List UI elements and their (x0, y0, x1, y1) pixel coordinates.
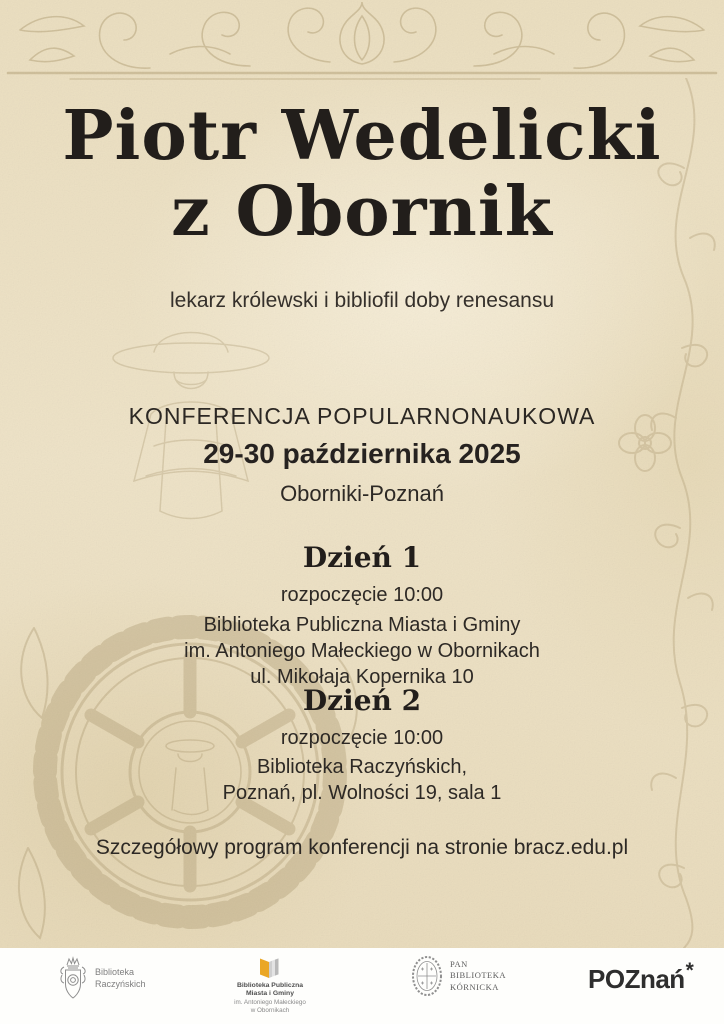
kornik-logo-text (450, 959, 506, 993)
day2-start-time: rozpoczęcie 10:00 (280, 727, 444, 749)
poster-title (0, 96, 724, 253)
oborniki-logo-line: Miasta i Gminy (246, 990, 294, 998)
conference-cities: Oborniki-Poznań (280, 481, 444, 506)
oborniki-logo-line: im. Antoniego Małeckiego (234, 998, 306, 1006)
poznan-logo-text: POZnań (588, 964, 685, 994)
kornik-logo-line: BIBLIOTEKA (450, 970, 506, 981)
poster-title-line1: Piotr Wedelicki (62, 96, 662, 176)
book-icon (257, 956, 283, 980)
raczynski-logo-line: Raczyńskich (95, 979, 146, 989)
raczynski-logo-line: Biblioteka (95, 967, 135, 978)
day1-start-time: rozpoczęcie 10:00 (280, 584, 444, 606)
program-website-note: Szczegółowy program konferencji na stronie bracz.edu.pl (95, 836, 629, 859)
day2-venue-line: Biblioteka Raczyńskich, (256, 756, 468, 778)
oborniki-logo-line: Biblioteka Publiczna (236, 982, 304, 989)
conference-label: KONFERENCJA POPULARNONAUKOWA (128, 403, 596, 429)
logo-biblioteka-oborniki (222, 956, 318, 1015)
raczynski-logo-text (95, 967, 146, 990)
kornik-logo-line: PAN (450, 958, 468, 969)
day1-heading: Dzień 1 (302, 541, 422, 574)
oborniki-logo-line: w Obornikach (250, 1006, 290, 1014)
footer-logo-strip (0, 948, 724, 1024)
day1-venue-line: Biblioteka Publiczna Miasta i Gminy (203, 614, 521, 636)
logo-biblioteka-raczynskich (58, 956, 146, 1002)
day2-heading: Dzień 2 (302, 684, 422, 717)
day2-venue (0, 754, 724, 806)
day1-venue-line: ul. Mikołaja Kopernika 10 (250, 666, 474, 688)
kornik-logo-line: KÓRNICKA (450, 981, 499, 992)
day2-venue-line: Poznań, pl. Wolności 19, sala 1 (222, 782, 502, 804)
day1-venue-line: im. Antoniego Małeckiego w Obornikach (184, 640, 540, 662)
poznan-star-icon: * (685, 958, 694, 982)
poster-title-line2: z Obornik (171, 172, 553, 253)
conference-dates: 29-30 października 2025 (203, 438, 521, 469)
poster-subtitle: lekarz królewski i bibliofil doby renesansu (169, 289, 554, 312)
top-frieze-ornament (0, 0, 724, 84)
logo-pan-biblioteka-kornicka (411, 955, 506, 997)
raczynski-crest-icon (58, 956, 88, 1002)
logo-poznan (588, 958, 694, 995)
kornik-crest-icon (411, 955, 443, 997)
day1-venue (0, 612, 724, 690)
oborniki-logo-text (234, 982, 306, 1015)
